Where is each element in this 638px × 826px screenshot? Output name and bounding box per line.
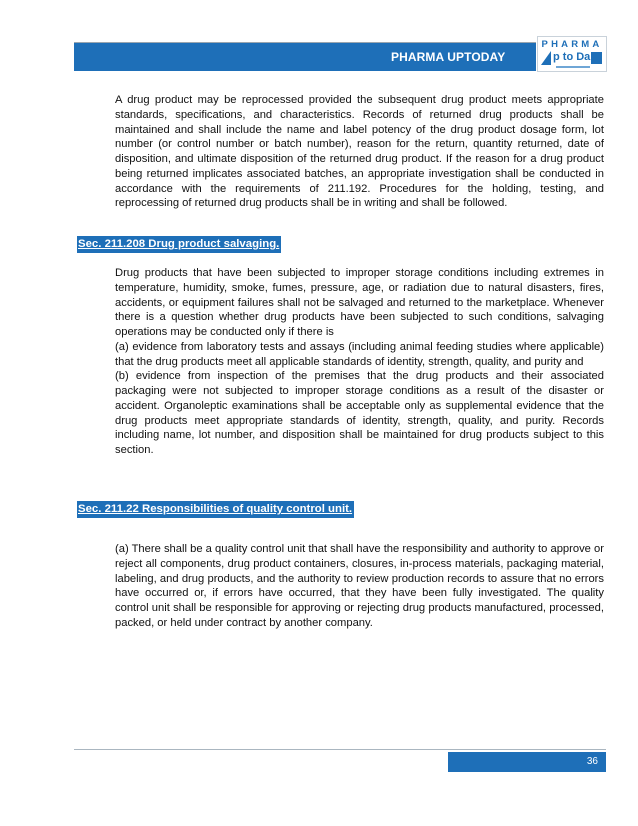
section-heading-211-22: Sec. 211.22 Responsibilities of quality control unit. — [77, 501, 354, 518]
footer-band — [448, 752, 606, 772]
logo-wordmark-top: PHARMA — [541, 39, 603, 50]
pharma-uptoday-logo — [537, 36, 607, 72]
paragraph-quality-control-unit: (a) There shall be a quality control unit that shall have the responsibility and authority to approve or reject all components, drug product containers, closures, in-process materials, packaging material, labeling, and drug products, and the authority to review production records to assure that no errors have occurred or, if errors have occurred, that they have been fully investigated. The quality control unit shall be responsible for approving or rejecting drug products manufactured, processed, packed, or held under contract by another company. — [115, 543, 604, 629]
section-heading-211-208: Sec. 211.208 Drug product salvaging. — [77, 236, 281, 253]
logo-arrow-icon — [541, 51, 551, 65]
page-number: 36 — [586, 756, 598, 767]
footer-rule — [74, 749, 606, 750]
salvaging-intro: Drug products that have been subjected to improper storage conditions including extremes in temperature, humidity, smoke, fumes, pressure, age, or radiation due to natural disasters, fires, accidents, or equipment failures shall not be salvaged and returned to the marketplace. Whenever there is a question whether drug products have been subjected to such conditions, salvaging operations may be conducted only if there is — [115, 267, 604, 338]
paragraph-returned-drug-products: A drug product may be reprocessed provided the subsequent drug product meets appropriate standards, specifications, and characteristics. Records of returned drug products shall be maintained and shall include the name and label potency of the drug product dosage form, lot number (or control number or batch number), reason for the return, quantity returned, date of disposition, and ultimate disposition of the returned drug product. If the reason for a drug product being returned implicates associated batches, an appropriate investigation shall be conducted in accordance with the requirements of 211.192. Procedures for the holding, testing, and reprocessing of returned drug products shall be in writing and shall be followed. — [115, 94, 604, 210]
header-title: PHARMA UPTODAY — [391, 50, 506, 64]
logo-wordmark-mid — [541, 51, 603, 65]
salvaging-item-a: (a) evidence from laboratory tests and assays (including animal feeding studies where applicable) that the drug products meet all applicable standards of identity, strength, quality, and purity and — [115, 340, 604, 368]
logo-box-icon — [591, 52, 602, 64]
salvaging-item-b: (b) evidence from inspection of the premises that the drug products and their associated packaging were not subjected to improper storage conditions as a result of the disaster or accident. Organoleptic examinations shall be acceptable only as supplemental evidence that the drug products meet appropriate standards of identity, strength, quality, and purity. Records including name, lot number, and disposition shall be maintained for drug products subject to this section. — [115, 370, 604, 456]
logo-underline — [556, 66, 590, 68]
logo-wordmark-text: p to Da — [553, 51, 591, 63]
paragraph-drug-product-salvaging — [115, 266, 604, 458]
